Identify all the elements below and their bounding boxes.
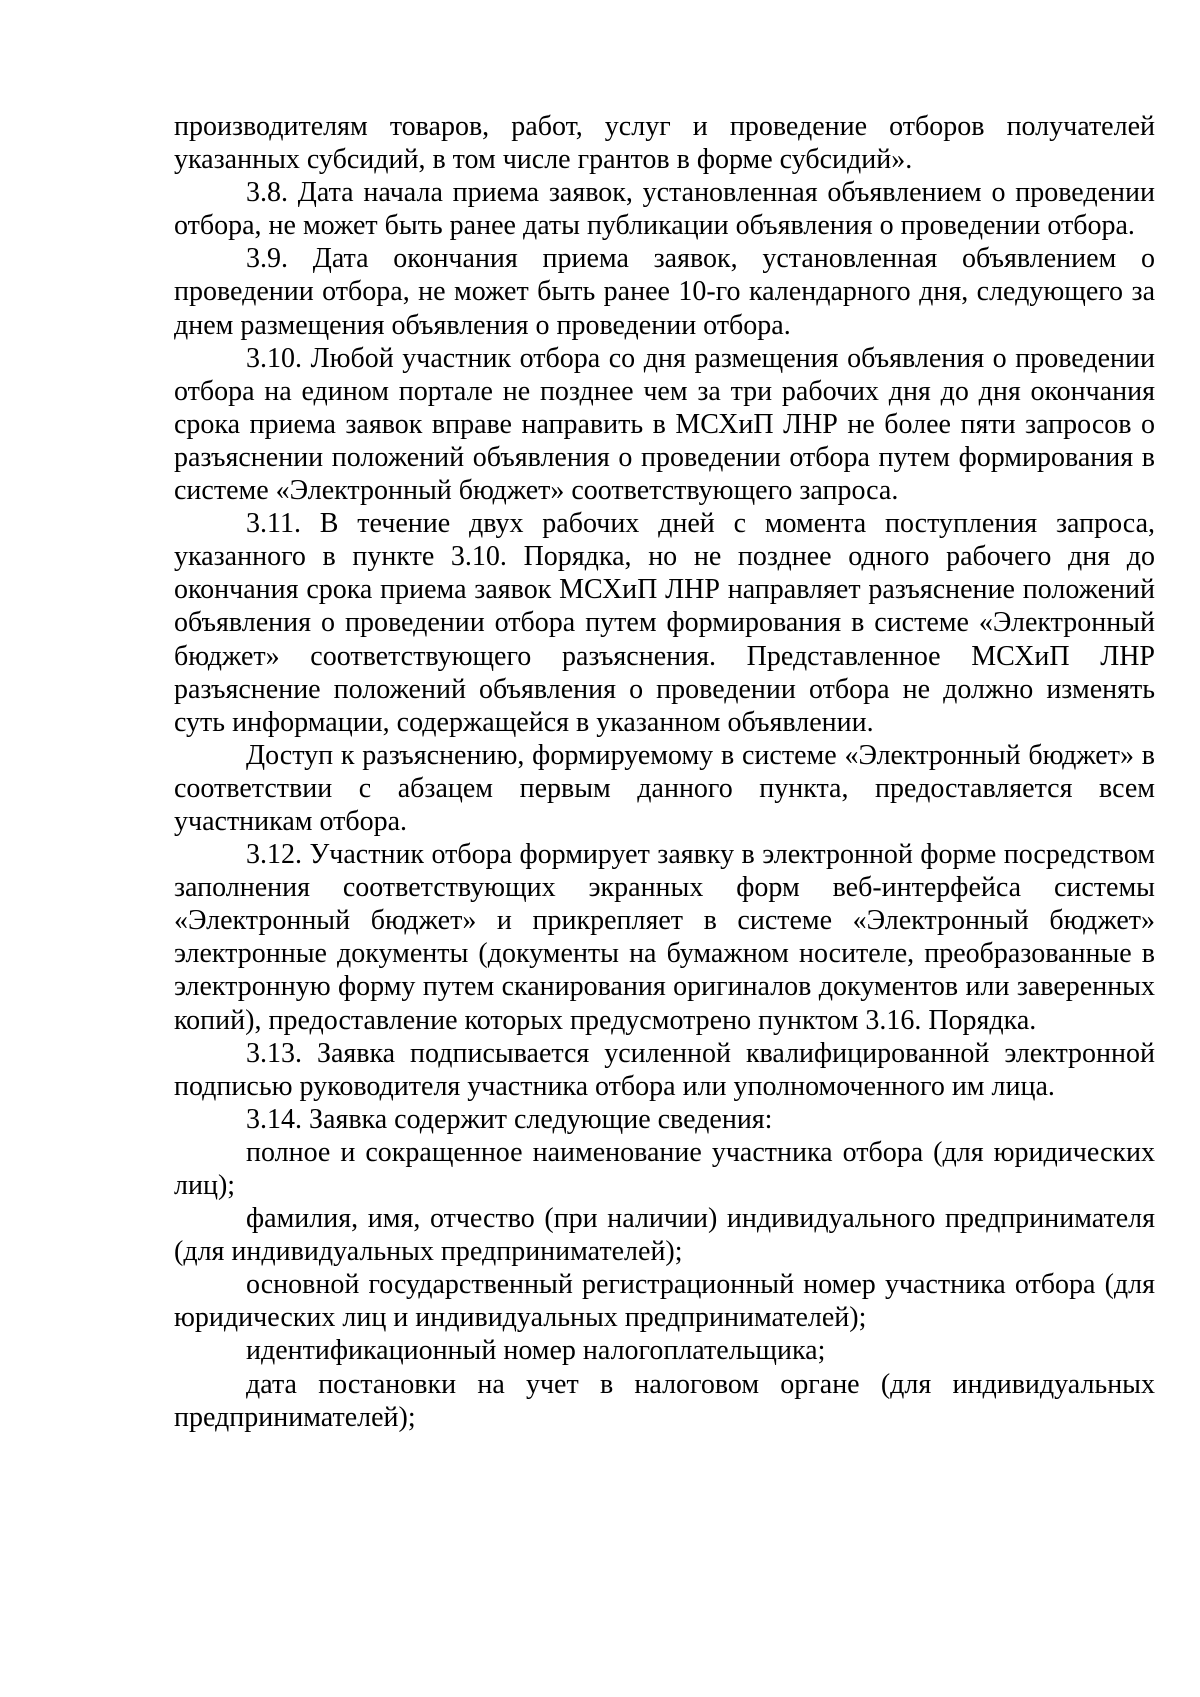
paragraph-3-12: 3.12. Участник отбора формирует заявку в электронной форме посредством заполнения соответствующих экранных форм веб-интерфейса системы «Электронный бюджет» и прикрепляет в системе «Электронный бюджет» электронные документы (документы на бумажном носителе, преобразованные в электронную форму путем сканирования оригиналов документов или заверенных копий), предоставление которых предусмотрено пунктом 3.16. Порядка. [174, 839, 1155, 1036]
list-item-ogrn: основной государственный регистрационный номер участника отбора (для юридических лиц и индивидуальных предпринимателей); [174, 1269, 1155, 1334]
paragraph-3-9: 3.9. Дата окончания приема заявок, установленная объявлением о проведении отбора, не может быть ранее 10-го календарного дня, следующего за днем размещения объявления о проведении отбора. [174, 243, 1155, 341]
paragraph-continuation: производителям товаров, работ, услуг и проведение отборов получателей указанных субсидий, в том числе грантов в форме субсидий». [174, 111, 1155, 176]
paragraph-3-8: 3.8. Дата начала приема заявок, установленная объявлением о проведении отбора, не может быть ранее даты публикации объявления о проведении отбора. [174, 177, 1155, 242]
list-item-tax-registration-date: дата постановки на учет в налоговом органе (для индивидуальных предпринимателей); [174, 1368, 1155, 1433]
paragraph-3-13: 3.13. Заявка подписывается усиленной квалифицированной электронной подписью руководителя участника отбора или уполномоченного им лица. [174, 1037, 1155, 1102]
list-item-inn: идентификационный номер налогоплательщика; [246, 1335, 826, 1367]
paragraph-3-11: 3.11. В течение двух рабочих дней с момента поступления запроса, указанного в пункте 3.10. Порядка, но не позднее одного рабочего дня до окончания срока приема заявок МСХиП ЛНР направляет разъяснение положений объявления о проведении отбора путем формирования в системе «Электронный бюджет» соответствующего разъяснения. Представленное МСХиП ЛНР разъяснение положений объявления о проведении отбора не должно изменять суть информации, содержащейся в указанном объявлении. [174, 508, 1155, 738]
list-item-full-name: фамилия, имя, отчество (при наличии) индивидуального предпринимателя (для индивидуальных предпринимателей); [174, 1203, 1155, 1268]
paragraph-3-14: 3.14. Заявка содержит следующие сведения: [246, 1103, 773, 1135]
document-page [174, 110, 1155, 1434]
list-item-name: полное и сокращенное наименование участника отбора (для юридических лиц); [174, 1136, 1155, 1201]
paragraph-3-10: 3.10. Любой участник отбора со дня размещения объявления о проведении отбора на едином портале не позднее чем за три рабочих дня до дня окончания срока приема заявок вправе направить в МСХиП ЛНР не более пяти запросов о разъяснении положений объявления о проведении отбора путем формирования в системе «Электронный бюджет» соответствующего запроса. [174, 342, 1155, 507]
paragraph-3-11-access: Доступ к разъяснению, формируемому в системе «Электронный бюджет» в соответствии с абзацем первым данного пункта, предоставляется всем участникам отбора. [174, 739, 1155, 837]
